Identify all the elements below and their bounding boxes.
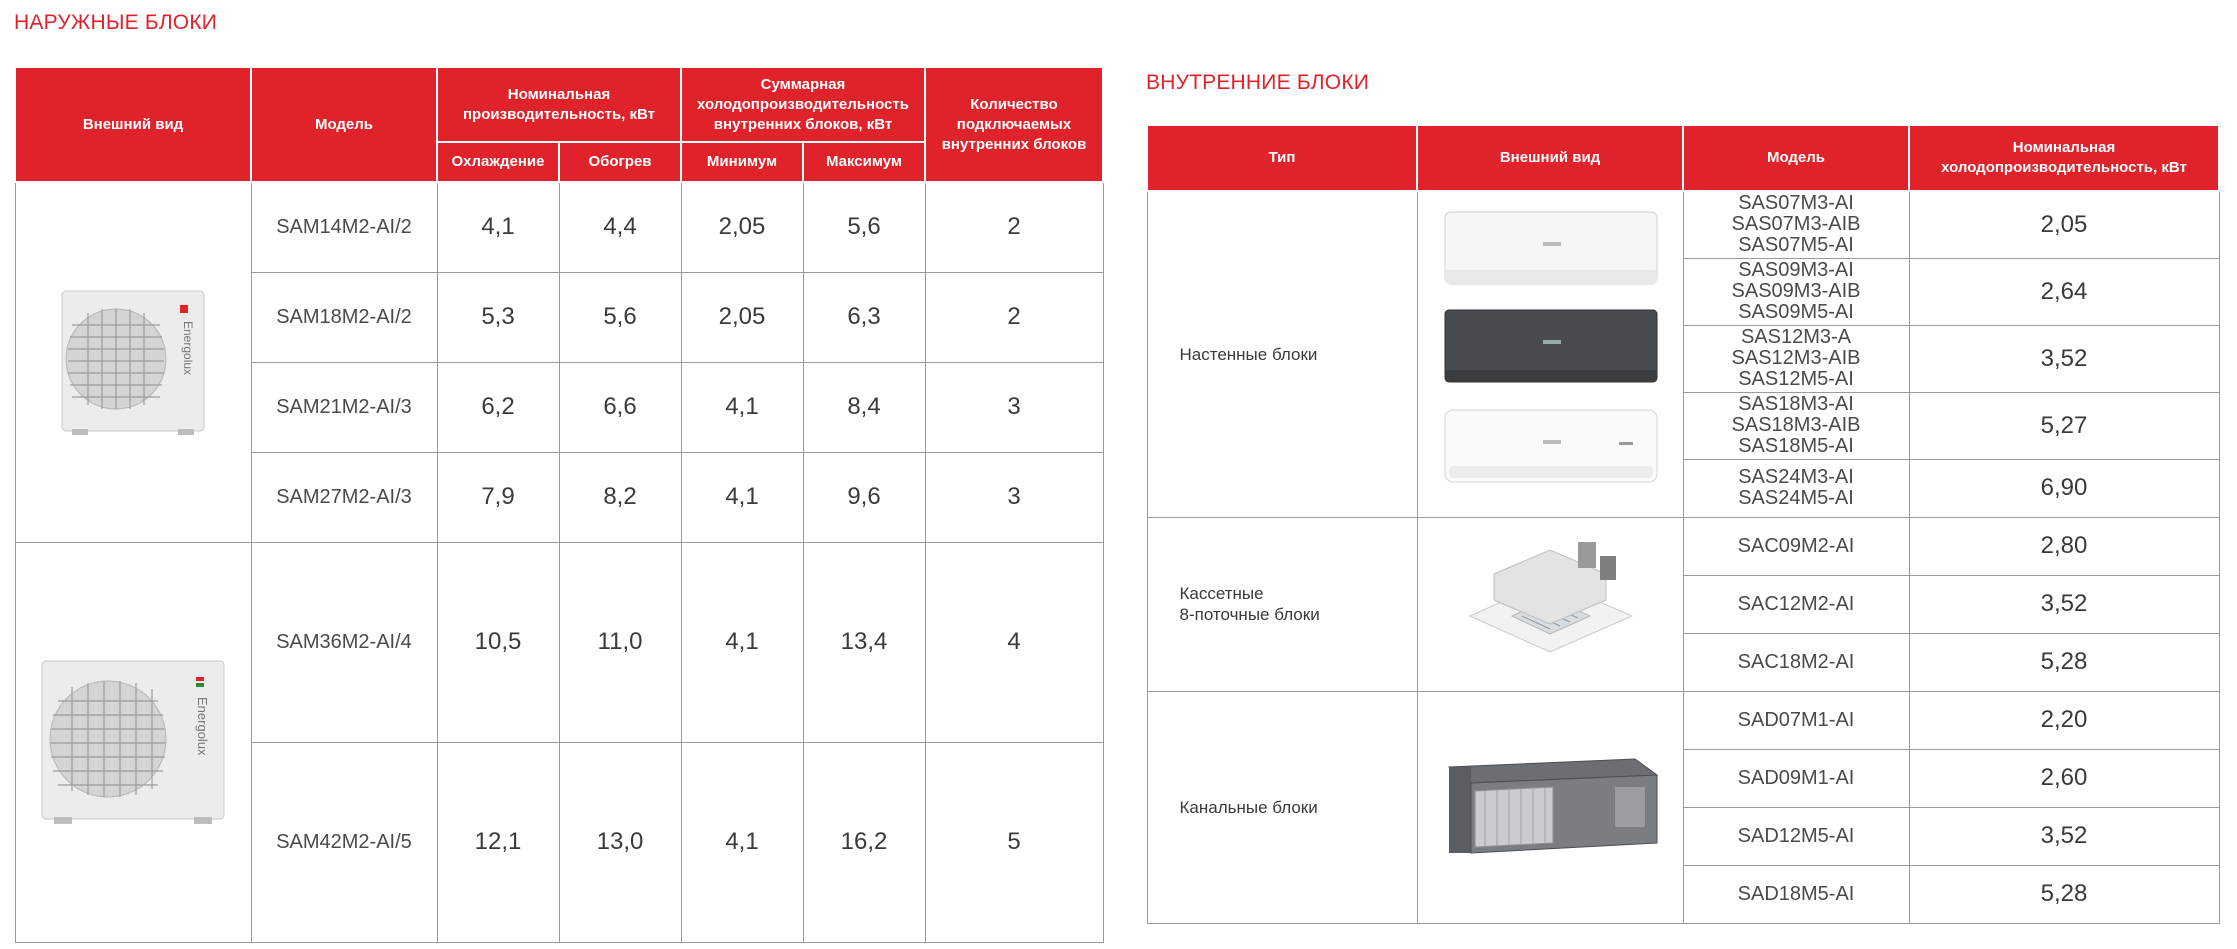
count-cell: 5 (925, 742, 1103, 942)
ducted-unit-image (1417, 691, 1683, 923)
model-cell: SAM27M2-AI/3 (251, 452, 437, 542)
type-cell-ducted: Канальные блоки (1147, 691, 1417, 923)
outdoor-unit-icon (38, 657, 228, 827)
header-nominal-capacity: Номинальная производительность, кВт (437, 67, 681, 142)
outdoor-unit-icon (58, 287, 208, 437)
table-row (1147, 191, 2219, 258)
count-cell: 3 (925, 452, 1103, 542)
model-cell: SAM18M2-AI/2 (251, 272, 437, 362)
brand-label: Energolux (195, 697, 210, 756)
model-cell: SAM21M2-AI/3 (251, 362, 437, 452)
count-cell: 2 (925, 272, 1103, 362)
count-cell: 3 (925, 362, 1103, 452)
min-cell: 4,1 (681, 452, 803, 542)
cooling-cell: 6,2 (437, 362, 559, 452)
count-cell: 4 (925, 542, 1103, 742)
indoor-section-title: ВНУТРЕННИЕ БЛОКИ (1146, 71, 1370, 94)
capacity-cell: 5,28 (1909, 633, 2219, 691)
model-cell: SAM42M2-AI/5 (251, 742, 437, 942)
model-cell: SAS09M3-AI SAS09M3-AIB SAS09M5-AI (1683, 258, 1909, 325)
cassette-unit-image (1417, 517, 1683, 691)
header-appearance: Внешний вид (15, 67, 251, 182)
model-cell: SAC18M2-AI (1683, 633, 1909, 691)
heating-cell: 6,6 (559, 362, 681, 452)
model-cell: SAS12M3-A SAS12M3-AIB SAS12M5-AI (1683, 325, 1909, 392)
header-model: Модель (251, 67, 437, 182)
capacity-cell: 5,28 (1909, 865, 2219, 923)
header-capacity: Номинальная холодопроизводительность, кВт (1909, 125, 2219, 191)
min-cell: 4,1 (681, 742, 803, 942)
capacity-cell: 2,20 (1909, 691, 2219, 749)
model-cell: SAC12M2-AI (1683, 575, 1909, 633)
table-row (15, 542, 1103, 742)
ducted-unit-icon (1435, 747, 1665, 867)
header-model: Модель (1683, 125, 1909, 191)
table-row (15, 182, 1103, 272)
cooling-cell: 10,5 (437, 542, 559, 742)
max-cell: 13,4 (803, 542, 925, 742)
header-cooling: Охлаждение (437, 142, 559, 182)
capacity-cell: 6,90 (1909, 459, 2219, 517)
header-appearance: Внешний вид (1417, 125, 1683, 191)
capacity-cell: 2,80 (1909, 517, 2219, 575)
heating-cell: 5,6 (559, 272, 681, 362)
header-heating: Обогрев (559, 142, 681, 182)
outdoor-unit-image-small (15, 182, 251, 542)
model-cell: SAS07M3-AI SAS07M3-AIB SAS07M5-AI (1683, 191, 1909, 258)
min-cell: 4,1 (681, 362, 803, 452)
model-cell: SAS18M3-AI SAS18M3-AIB SAS18M5-AI (1683, 392, 1909, 459)
max-cell: 8,4 (803, 362, 925, 452)
max-cell: 16,2 (803, 742, 925, 942)
heating-cell: 8,2 (559, 452, 681, 542)
type-cell-wall: Настенные блоки (1147, 191, 1417, 517)
cooling-cell: 12,1 (437, 742, 559, 942)
model-cell: SAS24M3-AI SAS24M5-AI (1683, 459, 1909, 517)
capacity-cell: 3,52 (1909, 325, 2219, 392)
model-cell: SAD09M1-AI (1683, 749, 1909, 807)
cooling-cell: 7,9 (437, 452, 559, 542)
outdoor-section-title: НАРУЖНЫЕ БЛОКИ (14, 11, 218, 34)
min-cell: 2,05 (681, 182, 803, 272)
model-cell: SAM14M2-AI/2 (251, 182, 437, 272)
outdoor-units-table (14, 66, 1104, 943)
capacity-cell: 5,27 (1909, 392, 2219, 459)
capacity-cell: 3,52 (1909, 807, 2219, 865)
max-cell: 6,3 (803, 272, 925, 362)
max-cell: 5,6 (803, 182, 925, 272)
heating-cell: 11,0 (559, 542, 681, 742)
cooling-cell: 4,1 (437, 182, 559, 272)
count-cell: 2 (925, 182, 1103, 272)
outdoor-unit-image-large (15, 542, 251, 942)
header-type: Тип (1147, 125, 1417, 191)
table-row (1147, 517, 2219, 575)
brand-label: Energolux (181, 321, 195, 376)
model-cell: SAD12M5-AI (1683, 807, 1909, 865)
wall-units-image (1417, 191, 1683, 517)
wall-unit-icon (1435, 204, 1665, 504)
min-cell: 2,05 (681, 272, 803, 362)
model-cell: SAD18M5-AI (1683, 865, 1909, 923)
heating-cell: 4,4 (559, 182, 681, 272)
header-maximum: Максимум (803, 142, 925, 182)
indoor-units-table (1146, 124, 2220, 924)
cooling-cell: 5,3 (437, 272, 559, 362)
model-cell: SAM36M2-AI/4 (251, 542, 437, 742)
table-row (1147, 691, 2219, 749)
header-minimum: Минимум (681, 142, 803, 182)
type-cell-cassette: Кассетные 8-поточные блоки (1147, 517, 1417, 691)
model-cell: SAC09M2-AI (1683, 517, 1909, 575)
min-cell: 4,1 (681, 542, 803, 742)
capacity-cell: 2,60 (1909, 749, 2219, 807)
capacity-cell: 3,52 (1909, 575, 2219, 633)
capacity-cell: 2,64 (1909, 258, 2219, 325)
capacity-cell: 2,05 (1909, 191, 2219, 258)
cassette-unit-icon (1450, 524, 1650, 684)
header-indoor-count: Количество подключаемых внутренних блоков (925, 67, 1103, 182)
heating-cell: 13,0 (559, 742, 681, 942)
header-total-capacity: Суммарная холодопроизводительность внутренних блоков, кВт (681, 67, 925, 142)
max-cell: 9,6 (803, 452, 925, 542)
model-cell: SAD07M1-AI (1683, 691, 1909, 749)
